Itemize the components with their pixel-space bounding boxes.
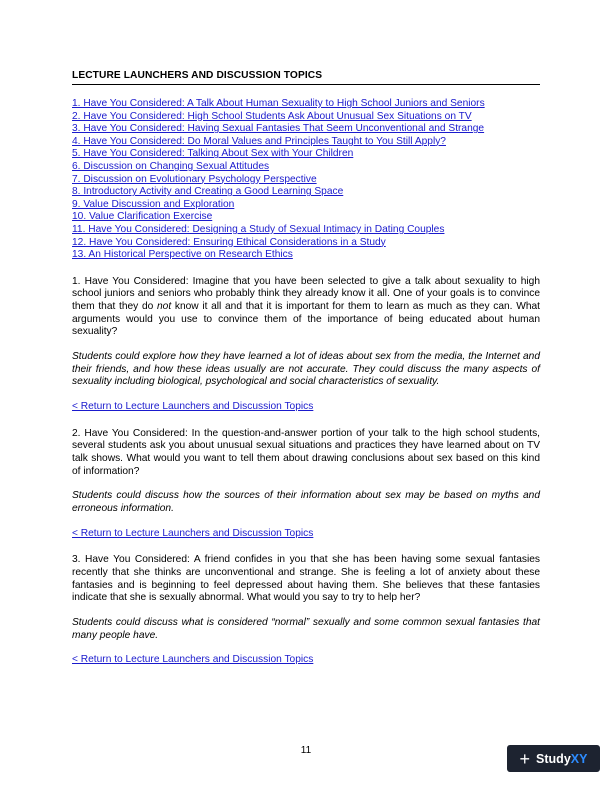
question-1 — [72, 276, 540, 339]
answer-2: Students could discuss how the sources of their information about sex may be based on myths and erroneous information. — [72, 490, 540, 514]
toc-link-10[interactable]: 10. Value Clarification Exercise — [72, 211, 213, 223]
brand-name-main: Study — [536, 751, 571, 766]
return-link-2[interactable]: < Return to Lecture Launchers and Discussion Topics — [72, 527, 314, 539]
answer-3: Students could discuss what is considered “normal” sexually and some common sexual fantasies that many people have. — [72, 616, 540, 641]
toc-link-6[interactable]: 6. Discussion on Changing Sexual Attitudes — [72, 160, 270, 172]
brand-name-accent: XY — [570, 751, 588, 766]
table-of-contents — [72, 98, 540, 262]
toc-link-13[interactable]: 13. An Historical Perspective on Research Ethics — [72, 249, 293, 261]
question-1-text-b: know it all and that it is important for them to learn as much as they can. What arguments would you use to convince them of the importance of being educated about human sexuality? — [72, 301, 540, 338]
toc-link-3[interactable]: 3. Have You Considered: Having Sexual Fantasies That Seem Unconventional and Strange — [72, 123, 485, 135]
toc-link-9[interactable]: 9. Value Discussion and Exploration — [72, 198, 235, 210]
toc-link-1[interactable]: 1. Have You Considered: A Talk About Human Sexuality to High School Juniors and Seniors — [72, 98, 485, 109]
toc-link-12[interactable]: 12. Have You Considered: Ensuring Ethical Considerations in a Study — [72, 236, 386, 248]
question-1-text-a: 1. Have You Considered: Imagine that you have been selected to give a talk about sexuality to high school juniors and seniors who probably think they already know it all. One of your goals is to convince them that they do — [72, 275, 540, 313]
answer-1: Students could explore how they have learned a lot of ideas about sex from the media, the Internet and their friends, and how these ideas usually are not accurate. They could discuss the many aspects of sexuality including biological, psychological and social characteristics of sexuality. — [72, 351, 540, 388]
question-2: 2. Have You Considered: In the question-and-answer portion of your talk to the high school students, several students ask you about unusual sexual situations and practices they have learned about on TV talk shows. What would you want to tell them about drawing conclusions about sex based on this kind of information? — [72, 427, 540, 477]
plus-icon: + — [519, 748, 531, 769]
return-link-container-2 — [72, 528, 540, 541]
toc-link-2[interactable]: 2. Have You Considered: High School Students Ask About Unusual Sex Situations on TV — [72, 110, 472, 122]
toc-link-11[interactable]: 11. Have You Considered: Designing a Study of Sexual Intimacy in Dating Couples — [72, 223, 445, 235]
toc-link-7[interactable]: 7. Discussion on Evolutionary Psychology Perspective — [72, 173, 317, 185]
toc-link-5[interactable]: 5. Have You Considered: Talking About Sex with Your Children — [72, 148, 354, 160]
return-link-3[interactable]: < Return to Lecture Launchers and Discussion Topics — [72, 654, 314, 666]
return-link-container-1 — [72, 401, 540, 414]
question-1-emphasis: not — [157, 301, 172, 313]
studyxy-badge[interactable] — [507, 745, 600, 772]
question-3: 3. Have You Considered: A friend confides in you that she has been having some sexual fantasies recently that she thinks are unconventional and strange. She is feeling a lot of anxiety about these fantasies and is beginning to feel depressed about having them. She believes that these fantasies indicate that she is sexually abnormal. What would you say to try to help her? — [72, 554, 540, 604]
toc-link-4[interactable]: 4. Have You Considered: Do Moral Values and Principles Taught to You Still Apply? — [72, 135, 446, 147]
page-number: 11 — [300, 745, 312, 756]
page-title: LECTURE LAUNCHERS AND DISCUSSION TOPICS — [72, 70, 540, 85]
toc-link-8[interactable]: 8. Introductory Activity and Creating a Good Learning Space — [72, 186, 344, 198]
return-link-container-3 — [72, 654, 540, 667]
page-content — [72, 70, 540, 667]
return-link-1[interactable]: < Return to Lecture Launchers and Discussion Topics — [72, 400, 314, 412]
